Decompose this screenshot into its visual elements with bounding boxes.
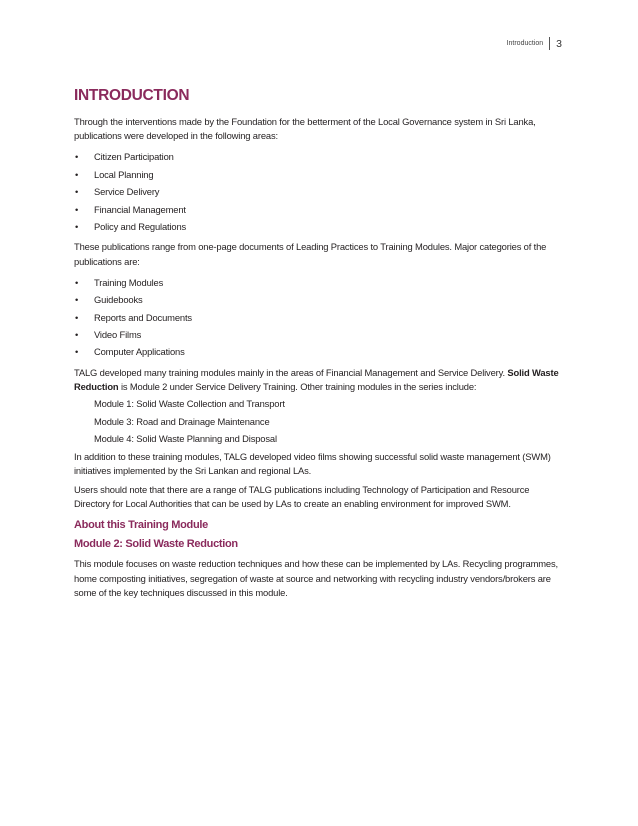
module-heading: Module 2: Solid Waste Reduction (74, 538, 238, 551)
publications-paragraph: These publications range from one-page documents of Leading Practices to Training Modules. Major categories of the publications are: (74, 241, 547, 267)
list-item: • Local Planning (74, 166, 566, 183)
section-label: Introduction (506, 40, 544, 47)
page-title: INTRODUCTION (74, 87, 190, 104)
header-divider (549, 37, 550, 50)
other-modules-list (74, 395, 566, 447)
talg-text-part1: TALG developed many training modules mainly in the areas of Financial Management and Service Delivery. (74, 366, 508, 378)
video-paragraph: In addition to these training modules, TALG developed video films showing successful solid waste management (SWM) initiatives implemented by the Sri Lankan and regional LAs. (74, 450, 551, 476)
intro-paragraph: Through the interventions made by the Foundation for the betterment of the Local Governance system in Sri Lanka, publications were developed in the following areas: (74, 116, 536, 142)
list-item: • Computer Applications (74, 343, 566, 360)
categories-list (74, 274, 566, 361)
users-paragraph: Users should note that there are a range of TALG publications including Technology of Participation and Resource Directory for Local Authorities that can be used by LAs to create an enabling environment for improved SWM. (74, 483, 530, 510)
page-header (507, 37, 562, 50)
page-content (74, 86, 566, 605)
areas-list (74, 148, 566, 235)
list-item: • Reports and Documents (74, 309, 566, 326)
page-number: 3 (556, 37, 562, 50)
list-item: • Video Films (74, 326, 566, 343)
module-item: Module 3: Road and Drainage Maintenance (94, 415, 270, 427)
talg-paragraph (74, 366, 566, 394)
list-item: • Citizen Participation (74, 148, 566, 165)
about-heading: About this Training Module (74, 519, 208, 532)
module-item: Module 4: Solid Waste Planning and Disposal (94, 433, 277, 445)
list-item: • Financial Management (74, 201, 566, 218)
list-item: • Service Delivery (74, 183, 566, 200)
talg-bold-module: Solid Waste Reduction (74, 366, 559, 393)
list-item: • Policy and Regulations (74, 218, 566, 235)
list-item: • Guidebooks (74, 291, 566, 308)
list-item: • Training Modules (74, 274, 566, 291)
talg-text-part2: is Module 2 under Service Delivery Training. Other training modules in the series include: (118, 381, 477, 393)
module-item: Module 1: Solid Waste Collection and Transport (94, 398, 285, 410)
module-paragraph: This module focuses on waste reduction techniques and how these can be implemented by LAs. Recycling programmes, home composting initiatives, segregation of waste at source and networking with recycling industry vendors/brokers are some of the key techniques discussed in this module. (74, 558, 558, 598)
